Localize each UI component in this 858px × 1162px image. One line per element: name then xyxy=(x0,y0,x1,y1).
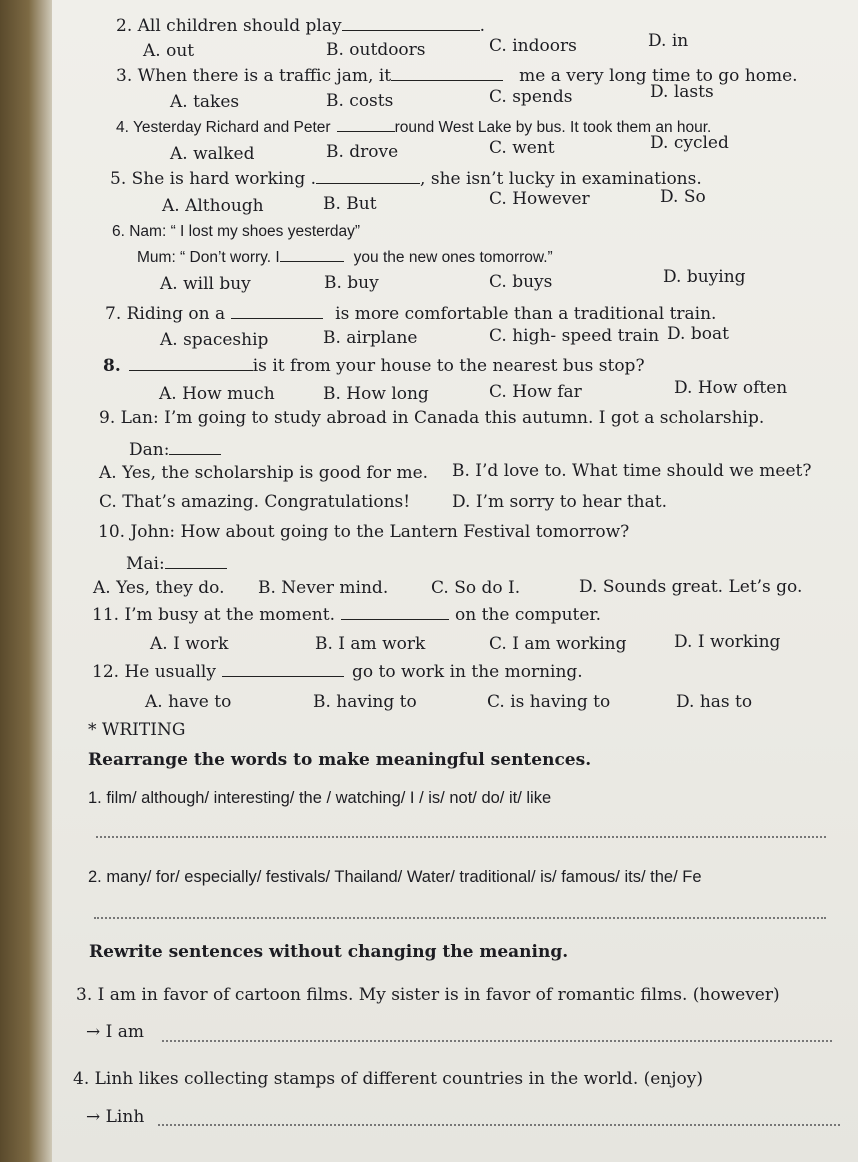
option-a: A. walked xyxy=(170,144,255,164)
option-a: A. Yes, they do. xyxy=(93,578,225,598)
option-b: B. I am work xyxy=(315,634,426,654)
rearrange-item-2: 2. many/ for/ especially/ festivals/ Thailand/ Water/ traditional/ is/ famous/ its/ the/ Fe xyxy=(88,868,702,886)
answer-blank[interactable] xyxy=(316,169,420,184)
option-a: A. takes xyxy=(170,92,240,112)
question-2: 2. All children should play . xyxy=(116,16,485,36)
binder-edge xyxy=(0,0,52,1162)
answer-line-3[interactable] xyxy=(162,1040,832,1042)
option-b: B. Never mind. xyxy=(258,578,389,598)
option-b: B. costs xyxy=(326,91,394,111)
option-c: C. spends xyxy=(489,87,573,107)
option-d: D. I working xyxy=(674,632,781,652)
option-a: A. spaceship xyxy=(160,330,269,350)
answer-line-1[interactable] xyxy=(96,836,826,838)
rewrite-item-3: 3. I am in favor of cartoon films. My sister is in favor of romantic films. (however) xyxy=(76,985,780,1005)
option-c: C. I am working xyxy=(489,634,627,654)
answer-line-2[interactable] xyxy=(94,917,826,919)
option-d: D. I’m sorry to hear that. xyxy=(452,492,667,512)
option-c: C. That’s amazing. Congratulations! xyxy=(99,492,411,512)
writing-heading: * WRITING xyxy=(88,720,186,740)
question-10-mai: Mai: xyxy=(126,554,227,574)
option-c: C. is having to xyxy=(487,692,611,712)
option-b: B. having to xyxy=(313,692,417,712)
answer-blank[interactable] xyxy=(231,304,323,319)
option-b: B. How long xyxy=(323,384,429,404)
question-11: 11. I’m busy at the moment. on the computer. xyxy=(92,605,602,625)
option-b: B. buy xyxy=(324,273,379,293)
option-d: D. boat xyxy=(667,324,729,344)
option-a: A. How much xyxy=(159,384,275,404)
question-6-mum: Mum: “ Don’t worry. I you the new ones tomorrow.” xyxy=(137,249,553,266)
option-c: C. buys xyxy=(489,272,553,292)
question-6: 6. Nam: “ I lost my shoes yesterday” xyxy=(112,223,361,240)
option-b: B. But xyxy=(323,194,377,214)
answer-blank[interactable] xyxy=(169,440,221,455)
answer-blank[interactable] xyxy=(222,662,344,677)
question-8: 8. is it from your house to the nearest bus stop? xyxy=(103,356,645,376)
option-b: B. outdoors xyxy=(326,40,426,60)
question-4: 4. Yesterday Richard and Peter round West Lake by bus. It took them an hour. xyxy=(116,119,712,136)
option-a: A. out xyxy=(143,41,195,61)
question-9: 9. Lan: I’m going to study abroad in Canada this autumn. I got a scholarship. xyxy=(99,408,765,428)
option-c: C. went xyxy=(489,138,555,158)
option-d: D. How often xyxy=(674,378,788,398)
question-9-dan: Dan: xyxy=(129,440,221,460)
option-b: B. airplane xyxy=(323,328,418,348)
option-a: A. Yes, the scholarship is good for me. xyxy=(99,463,429,483)
option-d: D. cycled xyxy=(650,133,729,153)
answer-blank[interactable] xyxy=(129,356,253,371)
option-d: D. So xyxy=(660,187,706,207)
question-7: 7. Riding on a is more comfortable than a traditional train. xyxy=(105,304,717,324)
rewrite-item-4: 4. Linh likes collecting stamps of different countries in the world. (enjoy) xyxy=(73,1069,704,1089)
option-c: C. indoors xyxy=(489,36,577,56)
option-d: D. lasts xyxy=(650,82,714,102)
option-d: D. buying xyxy=(663,267,746,287)
option-a: A. Although xyxy=(162,196,264,216)
option-d: D. has to xyxy=(676,692,753,712)
answer-blank[interactable] xyxy=(280,247,344,262)
rewrite-prompt-3: → I am xyxy=(86,1022,145,1042)
answer-blank[interactable] xyxy=(391,66,503,81)
answer-blank[interactable] xyxy=(165,554,227,569)
option-b: B. drove xyxy=(326,142,399,162)
rewrite-prompt-4: → Linh xyxy=(86,1107,145,1127)
question-3: 3. When there is a traffic jam, it me a very long time to go home. xyxy=(116,66,798,86)
option-d: D. in xyxy=(648,31,689,51)
answer-blank[interactable] xyxy=(337,117,395,132)
answer-line-4[interactable] xyxy=(158,1124,840,1126)
question-5: 5. She is hard working . , she isn’t lucky in examinations. xyxy=(110,169,702,189)
option-a: A. I work xyxy=(150,634,229,654)
option-a: A. will buy xyxy=(160,274,251,294)
rewrite-title: Rewrite sentences without changing the meaning. xyxy=(89,942,569,962)
rearrange-title: Rearrange the words to make meaningful sentences. xyxy=(88,750,592,770)
question-12: 12. He usually go to work in the morning. xyxy=(92,662,583,682)
option-c: C. high- speed train xyxy=(489,326,660,346)
option-d: D. Sounds great. Let’s go. xyxy=(579,577,803,597)
option-c: C. However xyxy=(489,189,590,209)
question-10: 10. John: How about going to the Lantern Festival tomorrow? xyxy=(98,522,630,542)
option-c: C. How far xyxy=(489,382,582,402)
option-b: B. I’d love to. What time should we meet? xyxy=(452,461,812,481)
option-a: A. have to xyxy=(145,692,232,712)
answer-blank[interactable] xyxy=(342,16,480,31)
answer-blank[interactable] xyxy=(341,605,449,620)
option-c: C. So do I. xyxy=(431,578,521,598)
rearrange-item-1: 1. film/ although/ interesting/ the / watching/ I / is/ not/ do/ it/ like xyxy=(88,789,552,807)
